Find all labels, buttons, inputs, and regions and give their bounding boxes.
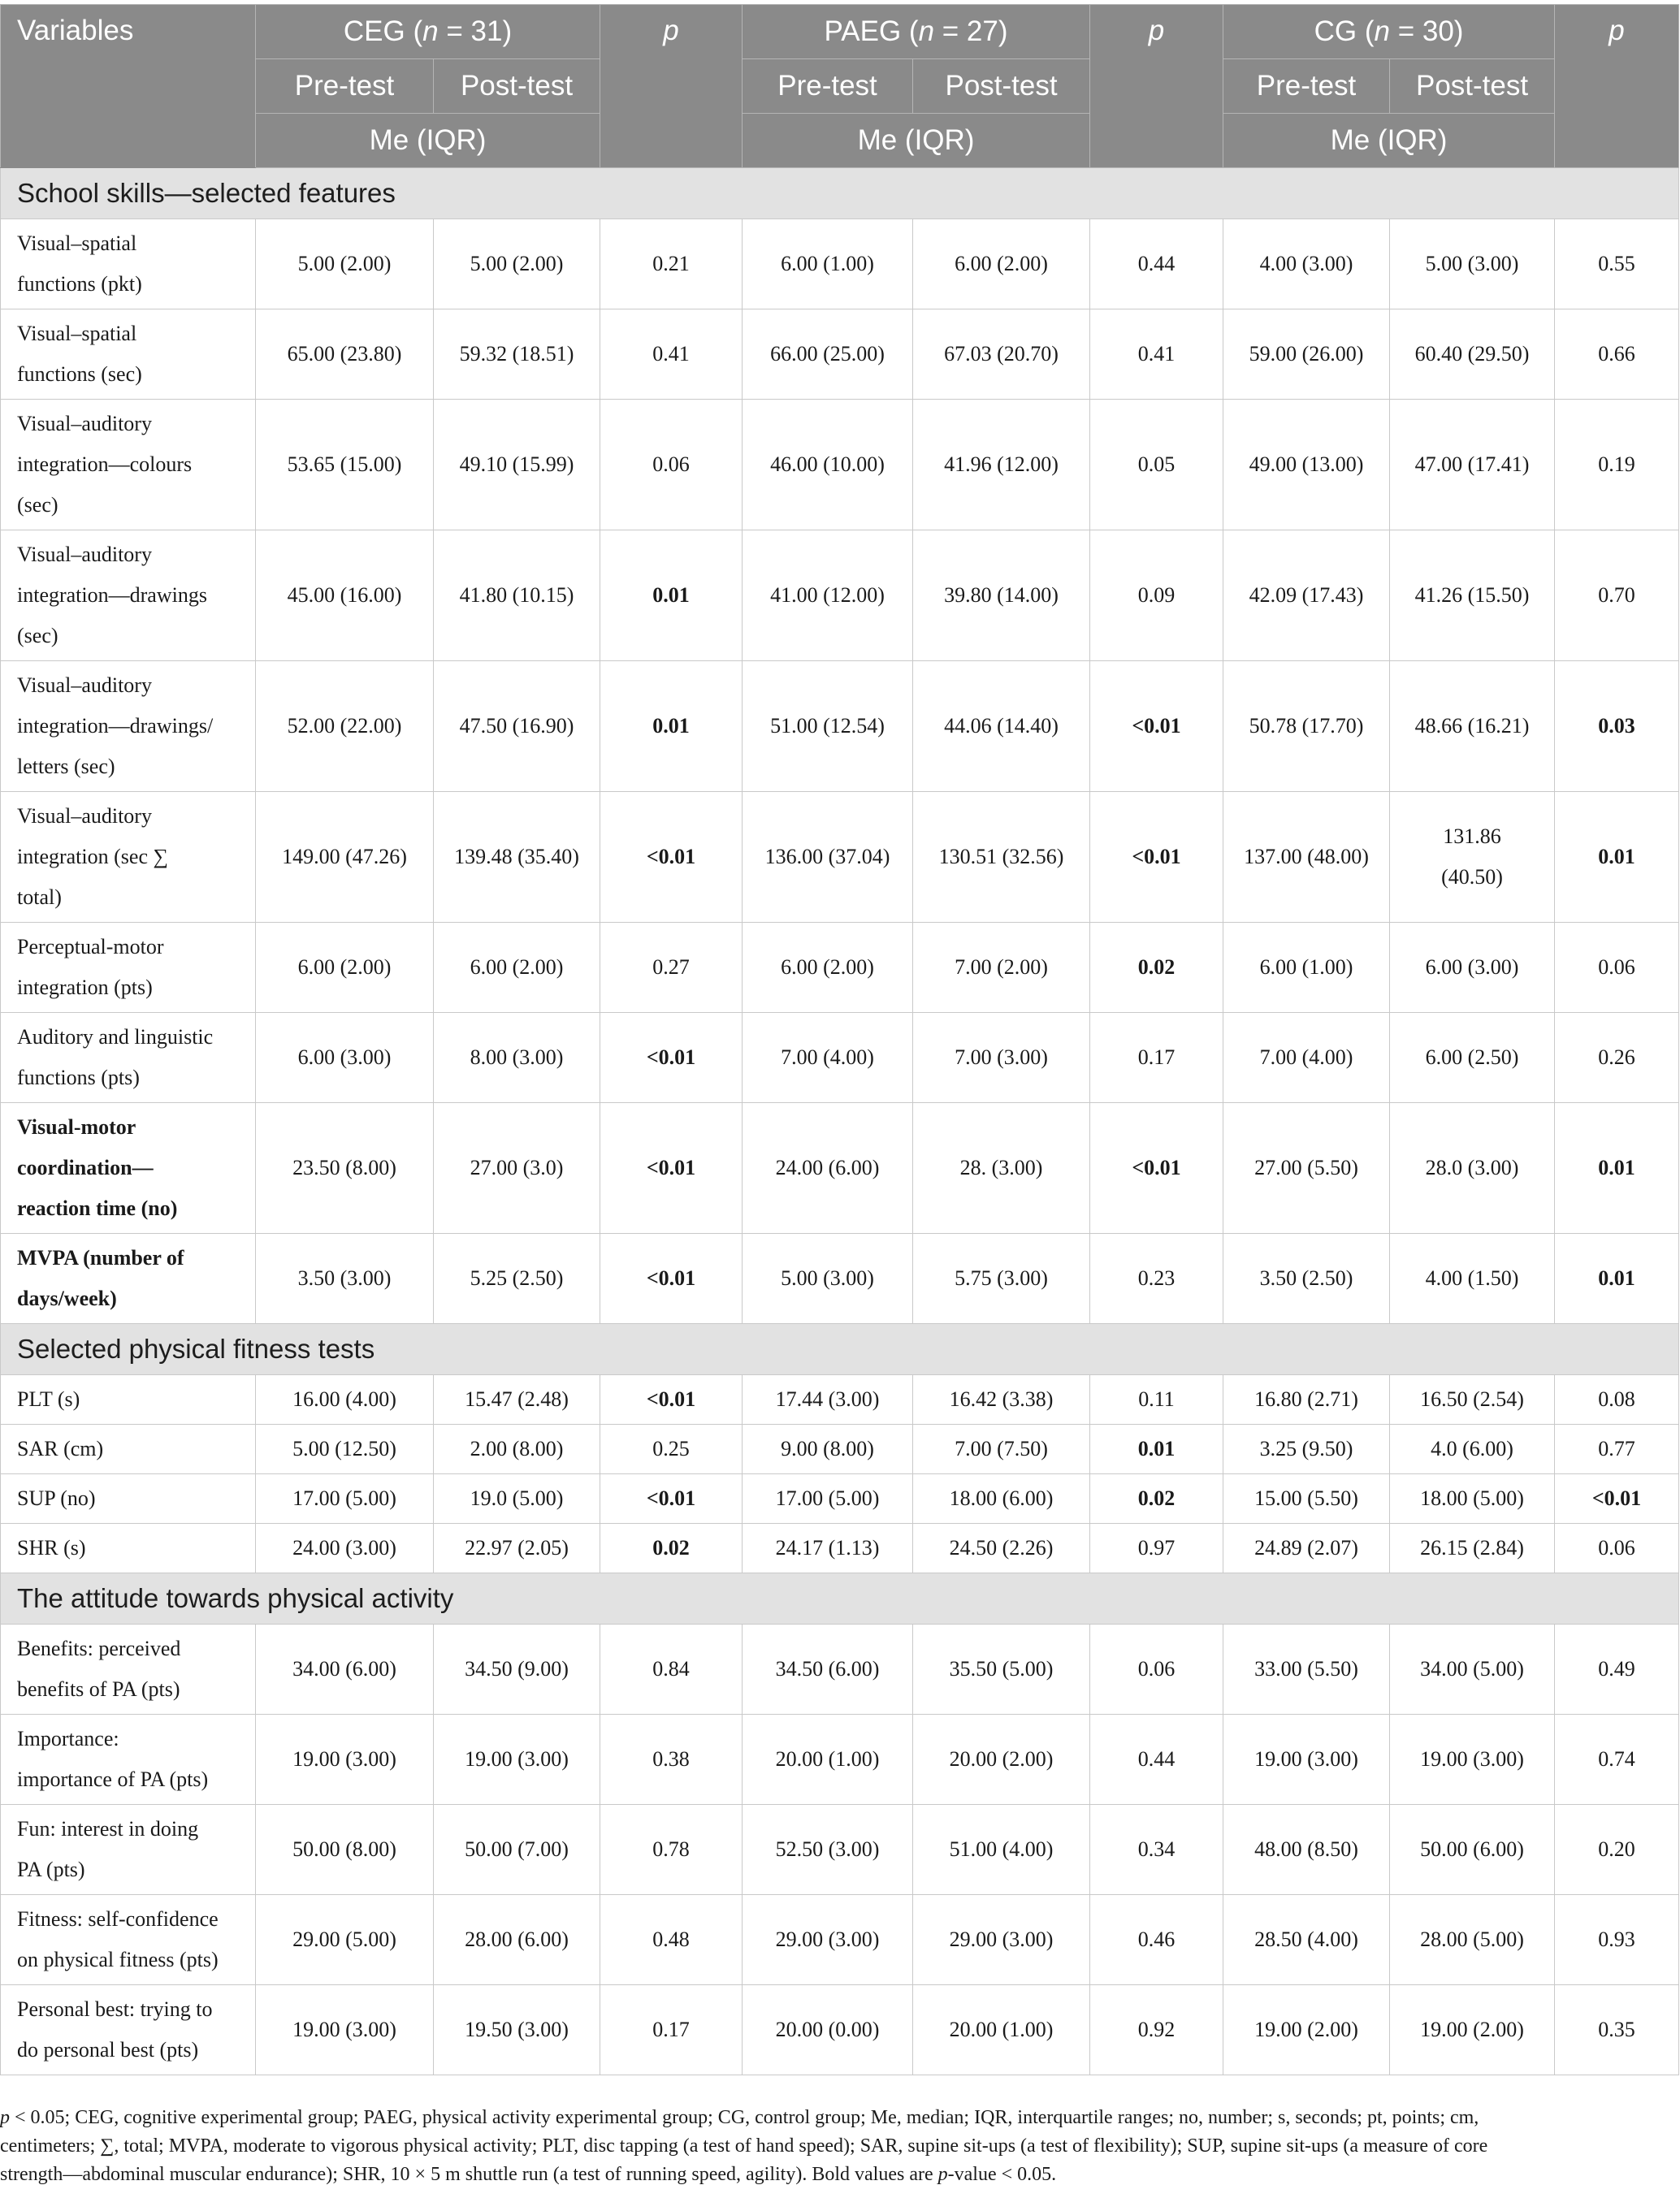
p-value-cell: 0.08 [1555, 1375, 1679, 1425]
variable-name-line: MVPA (number of [17, 1246, 184, 1270]
median-iqr-cell: 5.25 (2.50) [434, 1234, 600, 1324]
header-pretest-cg: Pre-test [1223, 59, 1390, 114]
variable-name [1, 1425, 256, 1474]
median-iqr-cell: 34.00 (5.00) [1390, 1625, 1555, 1715]
variable-name-line: importance of PA (pts) [17, 1767, 209, 1791]
variable-name-line: Importance: [17, 1727, 119, 1750]
p-value-cell: 0.84 [600, 1625, 743, 1715]
variable-name-line: total) [17, 885, 62, 909]
variable-name [1, 1985, 256, 2075]
variable-name-line: SAR (cm) [17, 1437, 104, 1460]
median-iqr-cell: 130.51 (32.56) [913, 792, 1090, 923]
table-row [1, 1985, 1679, 2075]
median-iqr-cell: 50.00 (6.00) [1390, 1805, 1555, 1895]
median-iqr-cell: 47.00 (17.41) [1390, 400, 1555, 530]
table-row [1, 923, 1679, 1013]
p-value-cell: 0.06 [1090, 1625, 1223, 1715]
median-iqr-cell: 27.00 (5.50) [1223, 1103, 1390, 1234]
p-value-cell: 0.01 [1555, 1234, 1679, 1324]
p-value-cell: 0.48 [600, 1895, 743, 1985]
median-iqr-cell: 16.80 (2.71) [1223, 1375, 1390, 1425]
variable-name-line: (sec) [17, 624, 58, 647]
header-variables: Variables [1, 5, 256, 168]
median-iqr-cell: 18.00 (5.00) [1390, 1474, 1555, 1524]
p-value-cell: 0.20 [1555, 1805, 1679, 1895]
table-row [1, 1234, 1679, 1324]
variable-name-line: days/week) [17, 1287, 117, 1310]
median-iqr-cell: 19.00 (3.00) [1223, 1715, 1390, 1805]
median-iqr-cell: 34.50 (6.00) [743, 1625, 913, 1715]
variable-name-line: integration (pts) [17, 976, 153, 999]
median-iqr-cell: 19.00 (3.00) [1390, 1715, 1555, 1805]
median-iqr-cell: 51.00 (4.00) [913, 1805, 1090, 1895]
variable-name [1, 1013, 256, 1103]
median-iqr-cell: 42.09 (17.43) [1223, 530, 1390, 661]
header-stat-cg: Me (IQR) [1223, 114, 1555, 168]
median-iqr-cell: 17.44 (3.00) [743, 1375, 913, 1425]
table-row [1, 661, 1679, 792]
table-row [1, 1375, 1679, 1425]
p-value-cell: 0.06 [1555, 923, 1679, 1013]
variable-name [1, 1715, 256, 1805]
section-header-row [1, 168, 1679, 219]
variable-name [1, 661, 256, 792]
p-value-cell: 0.06 [1555, 1524, 1679, 1573]
median-iqr-cell: 20.00 (1.00) [913, 1985, 1090, 2075]
variable-name [1, 1895, 256, 1985]
p-value-cell: 0.66 [1555, 309, 1679, 400]
p-value-cell: 0.41 [1090, 309, 1223, 400]
p-value-cell: <0.01 [600, 1375, 743, 1425]
p-value-cell: <0.01 [600, 1013, 743, 1103]
table-row [1, 1013, 1679, 1103]
p-value-cell: 0.35 [1555, 1985, 1679, 2075]
table-row [1, 1715, 1679, 1805]
median-iqr-cell: 7.00 (3.00) [913, 1013, 1090, 1103]
variable-name-line: benefits of PA (pts) [17, 1677, 180, 1701]
footnote-line-1: p < 0.05; CEG, cognitive experimental group; PAEG, physical activity experimental group; CG, control group; Me, median; IQR, interquartile ranges; no, number; s, seconds; pt, points; cm, [0, 2107, 1479, 2128]
table-row [1, 1895, 1679, 1985]
median-iqr-cell: 28.00 (6.00) [434, 1895, 600, 1985]
variable-name [1, 1625, 256, 1715]
median-iqr-cell: 24.17 (1.13) [743, 1524, 913, 1573]
variable-name [1, 530, 256, 661]
median-iqr-cell: 45.00 (16.00) [256, 530, 434, 661]
median-iqr-cell: 29.00 (3.00) [913, 1895, 1090, 1985]
median-iqr-cell: 139.48 (35.40) [434, 792, 600, 923]
p-value-cell: 0.09 [1090, 530, 1223, 661]
p-value-cell: 0.97 [1090, 1524, 1223, 1573]
median-iqr-cell: 20.00 (0.00) [743, 1985, 913, 2075]
variable-name-line: integration—colours [17, 452, 193, 476]
median-iqr-cell: 149.00 (47.26) [256, 792, 434, 923]
p-value-cell: 0.44 [1090, 1715, 1223, 1805]
p-value-cell: 0.17 [1090, 1013, 1223, 1103]
median-iqr-cell: 19.0 (5.00) [434, 1474, 600, 1524]
median-iqr-cell: 6.00 (2.00) [434, 923, 600, 1013]
header-posttest-cg: Post-test [1390, 59, 1555, 114]
variable-name-line: do personal best (pts) [17, 2038, 199, 2062]
median-iqr-cell: 44.06 (14.40) [913, 661, 1090, 792]
p-value-cell: 0.44 [1090, 219, 1223, 309]
median-iqr-cell: 9.00 (8.00) [743, 1425, 913, 1474]
median-iqr-cell: 5.75 (3.00) [913, 1234, 1090, 1324]
p-value-cell: 0.70 [1555, 530, 1679, 661]
p-value-cell: <0.01 [600, 1103, 743, 1234]
header-posttest-ceg: Post-test [434, 59, 600, 114]
median-iqr-cell: 24.00 (6.00) [743, 1103, 913, 1234]
median-iqr-cell: 20.00 (1.00) [743, 1715, 913, 1805]
median-iqr-cell: 60.40 (29.50) [1390, 309, 1555, 400]
variable-name-line: Visual–auditory [17, 412, 152, 435]
variable-name-line: PA (pts) [17, 1858, 85, 1881]
median-iqr-cell: 24.50 (2.26) [913, 1524, 1090, 1573]
median-iqr-cell: 41.96 (12.00) [913, 400, 1090, 530]
median-iqr-cell: 16.00 (4.00) [256, 1375, 434, 1425]
median-iqr-cell: 34.00 (6.00) [256, 1625, 434, 1715]
median-iqr-cell: 65.00 (23.80) [256, 309, 434, 400]
p-value-cell: 0.49 [1555, 1625, 1679, 1715]
p-value-cell: <0.01 [1090, 1103, 1223, 1234]
variable-name-line: reaction time (no) [17, 1196, 178, 1220]
median-iqr-cell: 23.50 (8.00) [256, 1103, 434, 1234]
median-iqr-cell: 49.10 (15.99) [434, 400, 600, 530]
variable-name [1, 792, 256, 923]
median-iqr-cell: 3.25 (9.50) [1223, 1425, 1390, 1474]
header-p-ceg: p [600, 5, 743, 168]
median-iqr-cell: 4.00 (3.00) [1223, 219, 1390, 309]
p-value-cell: <0.01 [600, 1474, 743, 1524]
p-value-cell: <0.01 [600, 792, 743, 923]
p-value-cell: <0.01 [1090, 792, 1223, 923]
variable-name [1, 1103, 256, 1234]
variable-name [1, 1474, 256, 1524]
median-iqr-cell: 19.00 (3.00) [256, 1985, 434, 2075]
header-group-ceg: CEG (n = 31) [256, 5, 600, 59]
variable-name [1, 1524, 256, 1573]
p-value-cell: 0.23 [1090, 1234, 1223, 1324]
p-value-cell: 0.21 [600, 219, 743, 309]
median-iqr-cell: 16.50 (2.54) [1390, 1375, 1555, 1425]
p-value-cell: <0.01 [1555, 1474, 1679, 1524]
table-row [1, 530, 1679, 661]
p-value-cell: 0.92 [1090, 1985, 1223, 2075]
median-iqr-cell: 8.00 (3.00) [434, 1013, 600, 1103]
table-container [0, 4, 1680, 2075]
median-iqr-cell: 24.00 (3.00) [256, 1524, 434, 1573]
p-value-cell: 0.19 [1555, 400, 1679, 530]
footnote-line-3: strength—abdominal muscular endurance); SHR, 10 × 5 m shuttle run (a test of running speed, agility). Bold values are p-value < 0.05. [0, 2164, 1057, 2185]
median-iqr-cell: 7.00 (7.50) [913, 1425, 1090, 1474]
median-iqr-cell: 7.00 (4.00) [743, 1013, 913, 1103]
variable-name-line: Visual-motor [17, 1115, 136, 1139]
median-iqr-cell: 7.00 (2.00) [913, 923, 1090, 1013]
header-p-paeg: p [1090, 5, 1223, 168]
p-value-cell: 0.25 [600, 1425, 743, 1474]
variable-name-line: integration—drawings [17, 583, 207, 607]
median-iqr-cell: 28.0 (3.00) [1390, 1103, 1555, 1234]
p-value-cell: 0.06 [600, 400, 743, 530]
variable-name [1, 1805, 256, 1895]
median-iqr-cell: 5.00 (3.00) [1390, 219, 1555, 309]
median-iqr-cell: 6.00 (1.00) [743, 219, 913, 309]
variable-name-line: Visual–spatial [17, 231, 137, 255]
median-iqr-cell: 137.00 (48.00) [1223, 792, 1390, 923]
median-iqr-cell: 29.00 (5.00) [256, 1895, 434, 1985]
table-row [1, 219, 1679, 309]
table-row [1, 1805, 1679, 1895]
median-iqr-cell: 19.00 (2.00) [1223, 1985, 1390, 2075]
header-pretest-paeg: Pre-test [743, 59, 913, 114]
median-iqr-cell: 19.00 (2.00) [1390, 1985, 1555, 2075]
median-iqr-cell: 6.00 (3.00) [1390, 923, 1555, 1013]
median-iqr-cell: 16.42 (3.38) [913, 1375, 1090, 1425]
median-iqr-cell: 29.00 (3.00) [743, 1895, 913, 1985]
median-iqr-cell: 28.50 (4.00) [1223, 1895, 1390, 1985]
table-row [1, 792, 1679, 923]
variable-name-line: functions (sec) [17, 362, 142, 386]
median-iqr-cell: 41.00 (12.00) [743, 530, 913, 661]
p-value-cell: 0.78 [600, 1805, 743, 1895]
variable-name-line: Benefits: perceived [17, 1637, 181, 1660]
variable-name-line: Fitness: self-confidence [17, 1907, 219, 1931]
section-title: Selected physical fitness tests [1, 1324, 1679, 1375]
median-iqr-cell: 50.00 (7.00) [434, 1805, 600, 1895]
median-iqr-cell: 6.00 (2.00) [743, 923, 913, 1013]
median-iqr-cell: 48.66 (16.21) [1390, 661, 1555, 792]
p-value-cell: 0.77 [1555, 1425, 1679, 1474]
median-iqr-cell: 17.00 (5.00) [256, 1474, 434, 1524]
variable-name-line: letters (sec) [17, 755, 115, 778]
median-iqr-cell: 41.26 (15.50) [1390, 530, 1555, 661]
median-iqr-cell: 17.00 (5.00) [743, 1474, 913, 1524]
section-header-row [1, 1324, 1679, 1375]
median-iqr-cell: 52.00 (22.00) [256, 661, 434, 792]
footnote-line-2: centimeters; ∑, total; MVPA, moderate to vigorous physical activity; PLT, disc tapping (a test of hand speed); SAR, supine sit-ups (a test of flexibility); SUP, supine sit-ups (a measure of core [0, 2135, 1488, 2157]
section-header-row [1, 1573, 1679, 1625]
header-p-cg: p [1555, 5, 1679, 168]
median-iqr-cell: 15.00 (5.50) [1223, 1474, 1390, 1524]
variable-name-line: Visual–auditory [17, 673, 152, 697]
variable-name-line: functions (pts) [17, 1066, 140, 1089]
median-iqr-cell: 41.80 (10.15) [434, 530, 600, 661]
median-iqr-cell: 59.00 (26.00) [1223, 309, 1390, 400]
p-value-cell: 0.26 [1555, 1013, 1679, 1103]
median-iqr-cell: 15.47 (2.48) [434, 1375, 600, 1425]
variable-name-line: integration (sec ∑ [17, 845, 169, 868]
median-iqr-cell: 18.00 (6.00) [913, 1474, 1090, 1524]
p-value-cell: 0.11 [1090, 1375, 1223, 1425]
p-value-cell: 0.01 [1555, 792, 1679, 923]
median-iqr-cell: 47.50 (16.90) [434, 661, 600, 792]
table-row [1, 1474, 1679, 1524]
header-group-paeg: PAEG (n = 27) [743, 5, 1090, 59]
median-iqr-cell: 19.50 (3.00) [434, 1985, 600, 2075]
median-iqr-cell: 7.00 (4.00) [1223, 1013, 1390, 1103]
header-stat-paeg: Me (IQR) [743, 114, 1090, 168]
variable-name [1, 1234, 256, 1324]
p-value-cell: 0.17 [600, 1985, 743, 2075]
median-iqr-cell: 131.86 (40.50) [1390, 792, 1555, 923]
table-row [1, 1103, 1679, 1234]
p-value-cell: 0.02 [1090, 1474, 1223, 1524]
p-value-cell: 0.01 [1090, 1425, 1223, 1474]
header-pretest-ceg: Pre-test [256, 59, 434, 114]
median-iqr-cell: 6.00 (2.00) [913, 219, 1090, 309]
p-value-cell: 0.55 [1555, 219, 1679, 309]
table-row [1, 1625, 1679, 1715]
median-iqr-cell: 22.97 (2.05) [434, 1524, 600, 1573]
table-header [1, 5, 1679, 168]
variable-name-line: coordination— [17, 1156, 154, 1179]
variable-name-line: PLT (s) [17, 1387, 80, 1411]
median-iqr-cell: 49.00 (13.00) [1223, 400, 1390, 530]
median-iqr-cell: 51.00 (12.54) [743, 661, 913, 792]
median-iqr-cell: 46.00 (10.00) [743, 400, 913, 530]
median-iqr-cell: 3.50 (3.00) [256, 1234, 434, 1324]
median-iqr-cell: 53.65 (15.00) [256, 400, 434, 530]
variable-name [1, 923, 256, 1013]
header-group-cg: CG (n = 30) [1223, 5, 1555, 59]
p-value-cell: 0.38 [600, 1715, 743, 1805]
header-stat-ceg: Me (IQR) [256, 114, 600, 168]
median-iqr-cell: 27.00 (3.0) [434, 1103, 600, 1234]
variable-name [1, 1375, 256, 1425]
median-iqr-cell: 4.0 (6.00) [1390, 1425, 1555, 1474]
median-iqr-cell: 5.00 (2.00) [256, 219, 434, 309]
variable-name [1, 219, 256, 309]
p-value-cell: 0.01 [600, 530, 743, 661]
median-iqr-cell: 26.15 (2.84) [1390, 1524, 1555, 1573]
variable-name-line: functions (pkt) [17, 272, 142, 296]
p-value-cell: 0.34 [1090, 1805, 1223, 1895]
variable-name [1, 309, 256, 400]
variable-name-line: Visual–auditory [17, 804, 152, 828]
median-iqr-cell: 6.00 (1.00) [1223, 923, 1390, 1013]
median-iqr-cell: 5.00 (2.00) [434, 219, 600, 309]
median-iqr-cell: 59.32 (18.51) [434, 309, 600, 400]
table-body [1, 168, 1679, 2075]
section-title: School skills—selected features [1, 168, 1679, 219]
variable-name-line: Perceptual-motor [17, 935, 164, 958]
median-iqr-cell: 52.50 (3.00) [743, 1805, 913, 1895]
variable-name-line: SHR (s) [17, 1536, 86, 1560]
median-iqr-cell: 4.00 (1.50) [1390, 1234, 1555, 1324]
p-value-cell: 0.02 [600, 1524, 743, 1573]
p-value-cell: 0.93 [1555, 1895, 1679, 1985]
variable-name-line: Visual–spatial [17, 322, 137, 345]
table-row [1, 400, 1679, 530]
p-value-cell: 0.46 [1090, 1895, 1223, 1985]
table-footnote [0, 2104, 1657, 2189]
median-iqr-cell: 34.50 (9.00) [434, 1625, 600, 1715]
median-iqr-cell: 50.78 (17.70) [1223, 661, 1390, 792]
p-value-cell: 0.01 [1555, 1103, 1679, 1234]
median-iqr-cell: 39.80 (14.00) [913, 530, 1090, 661]
p-value-cell: 0.01 [600, 661, 743, 792]
section-title: The attitude towards physical activity [1, 1573, 1679, 1625]
median-iqr-cell: 3.50 (2.50) [1223, 1234, 1390, 1324]
variable-name-line: SUP (no) [17, 1486, 96, 1510]
table-row [1, 1524, 1679, 1573]
median-iqr-cell: 24.89 (2.07) [1223, 1524, 1390, 1573]
p-value-cell: 0.41 [600, 309, 743, 400]
median-iqr-cell: 67.03 (20.70) [913, 309, 1090, 400]
median-iqr-cell: 28.00 (5.00) [1390, 1895, 1555, 1985]
variable-name-line: Fun: interest in doing [17, 1817, 199, 1841]
median-iqr-cell: 5.00 (3.00) [743, 1234, 913, 1324]
median-iqr-cell: 6.00 (2.50) [1390, 1013, 1555, 1103]
table-row [1, 1425, 1679, 1474]
variable-name-line: (sec) [17, 493, 58, 517]
median-iqr-cell: 19.00 (3.00) [256, 1715, 434, 1805]
median-iqr-cell: 35.50 (5.00) [913, 1625, 1090, 1715]
median-iqr-cell: 6.00 (3.00) [256, 1013, 434, 1103]
median-iqr-cell: 19.00 (3.00) [434, 1715, 600, 1805]
header-posttest-paeg: Post-test [913, 59, 1090, 114]
median-iqr-cell: 28. (3.00) [913, 1103, 1090, 1234]
median-iqr-cell: 20.00 (2.00) [913, 1715, 1090, 1805]
p-value-cell: <0.01 [1090, 661, 1223, 792]
p-value-cell: 0.05 [1090, 400, 1223, 530]
p-value-cell: 0.74 [1555, 1715, 1679, 1805]
p-value-cell: 0.27 [600, 923, 743, 1013]
median-iqr-cell: 136.00 (37.04) [743, 792, 913, 923]
results-table [0, 4, 1679, 2075]
variable-name-line: on physical fitness (pts) [17, 1948, 219, 1971]
variable-name-line: Auditory and linguistic [17, 1025, 214, 1049]
variable-name [1, 400, 256, 530]
median-iqr-cell: 66.00 (25.00) [743, 309, 913, 400]
variable-name-line: Personal best: trying to [17, 1997, 213, 2021]
median-iqr-cell: 33.00 (5.50) [1223, 1625, 1390, 1715]
median-iqr-cell: 2.00 (8.00) [434, 1425, 600, 1474]
median-iqr-cell: 48.00 (8.50) [1223, 1805, 1390, 1895]
median-iqr-cell: 50.00 (8.00) [256, 1805, 434, 1895]
median-iqr-cell: 6.00 (2.00) [256, 923, 434, 1013]
p-value-cell: <0.01 [600, 1234, 743, 1324]
p-value-cell: 0.02 [1090, 923, 1223, 1013]
variable-name-line: integration—drawings/ [17, 714, 214, 738]
p-value-cell: 0.03 [1555, 661, 1679, 792]
median-iqr-cell: 5.00 (12.50) [256, 1425, 434, 1474]
variable-name-line: Visual–auditory [17, 543, 152, 566]
table-row [1, 309, 1679, 400]
